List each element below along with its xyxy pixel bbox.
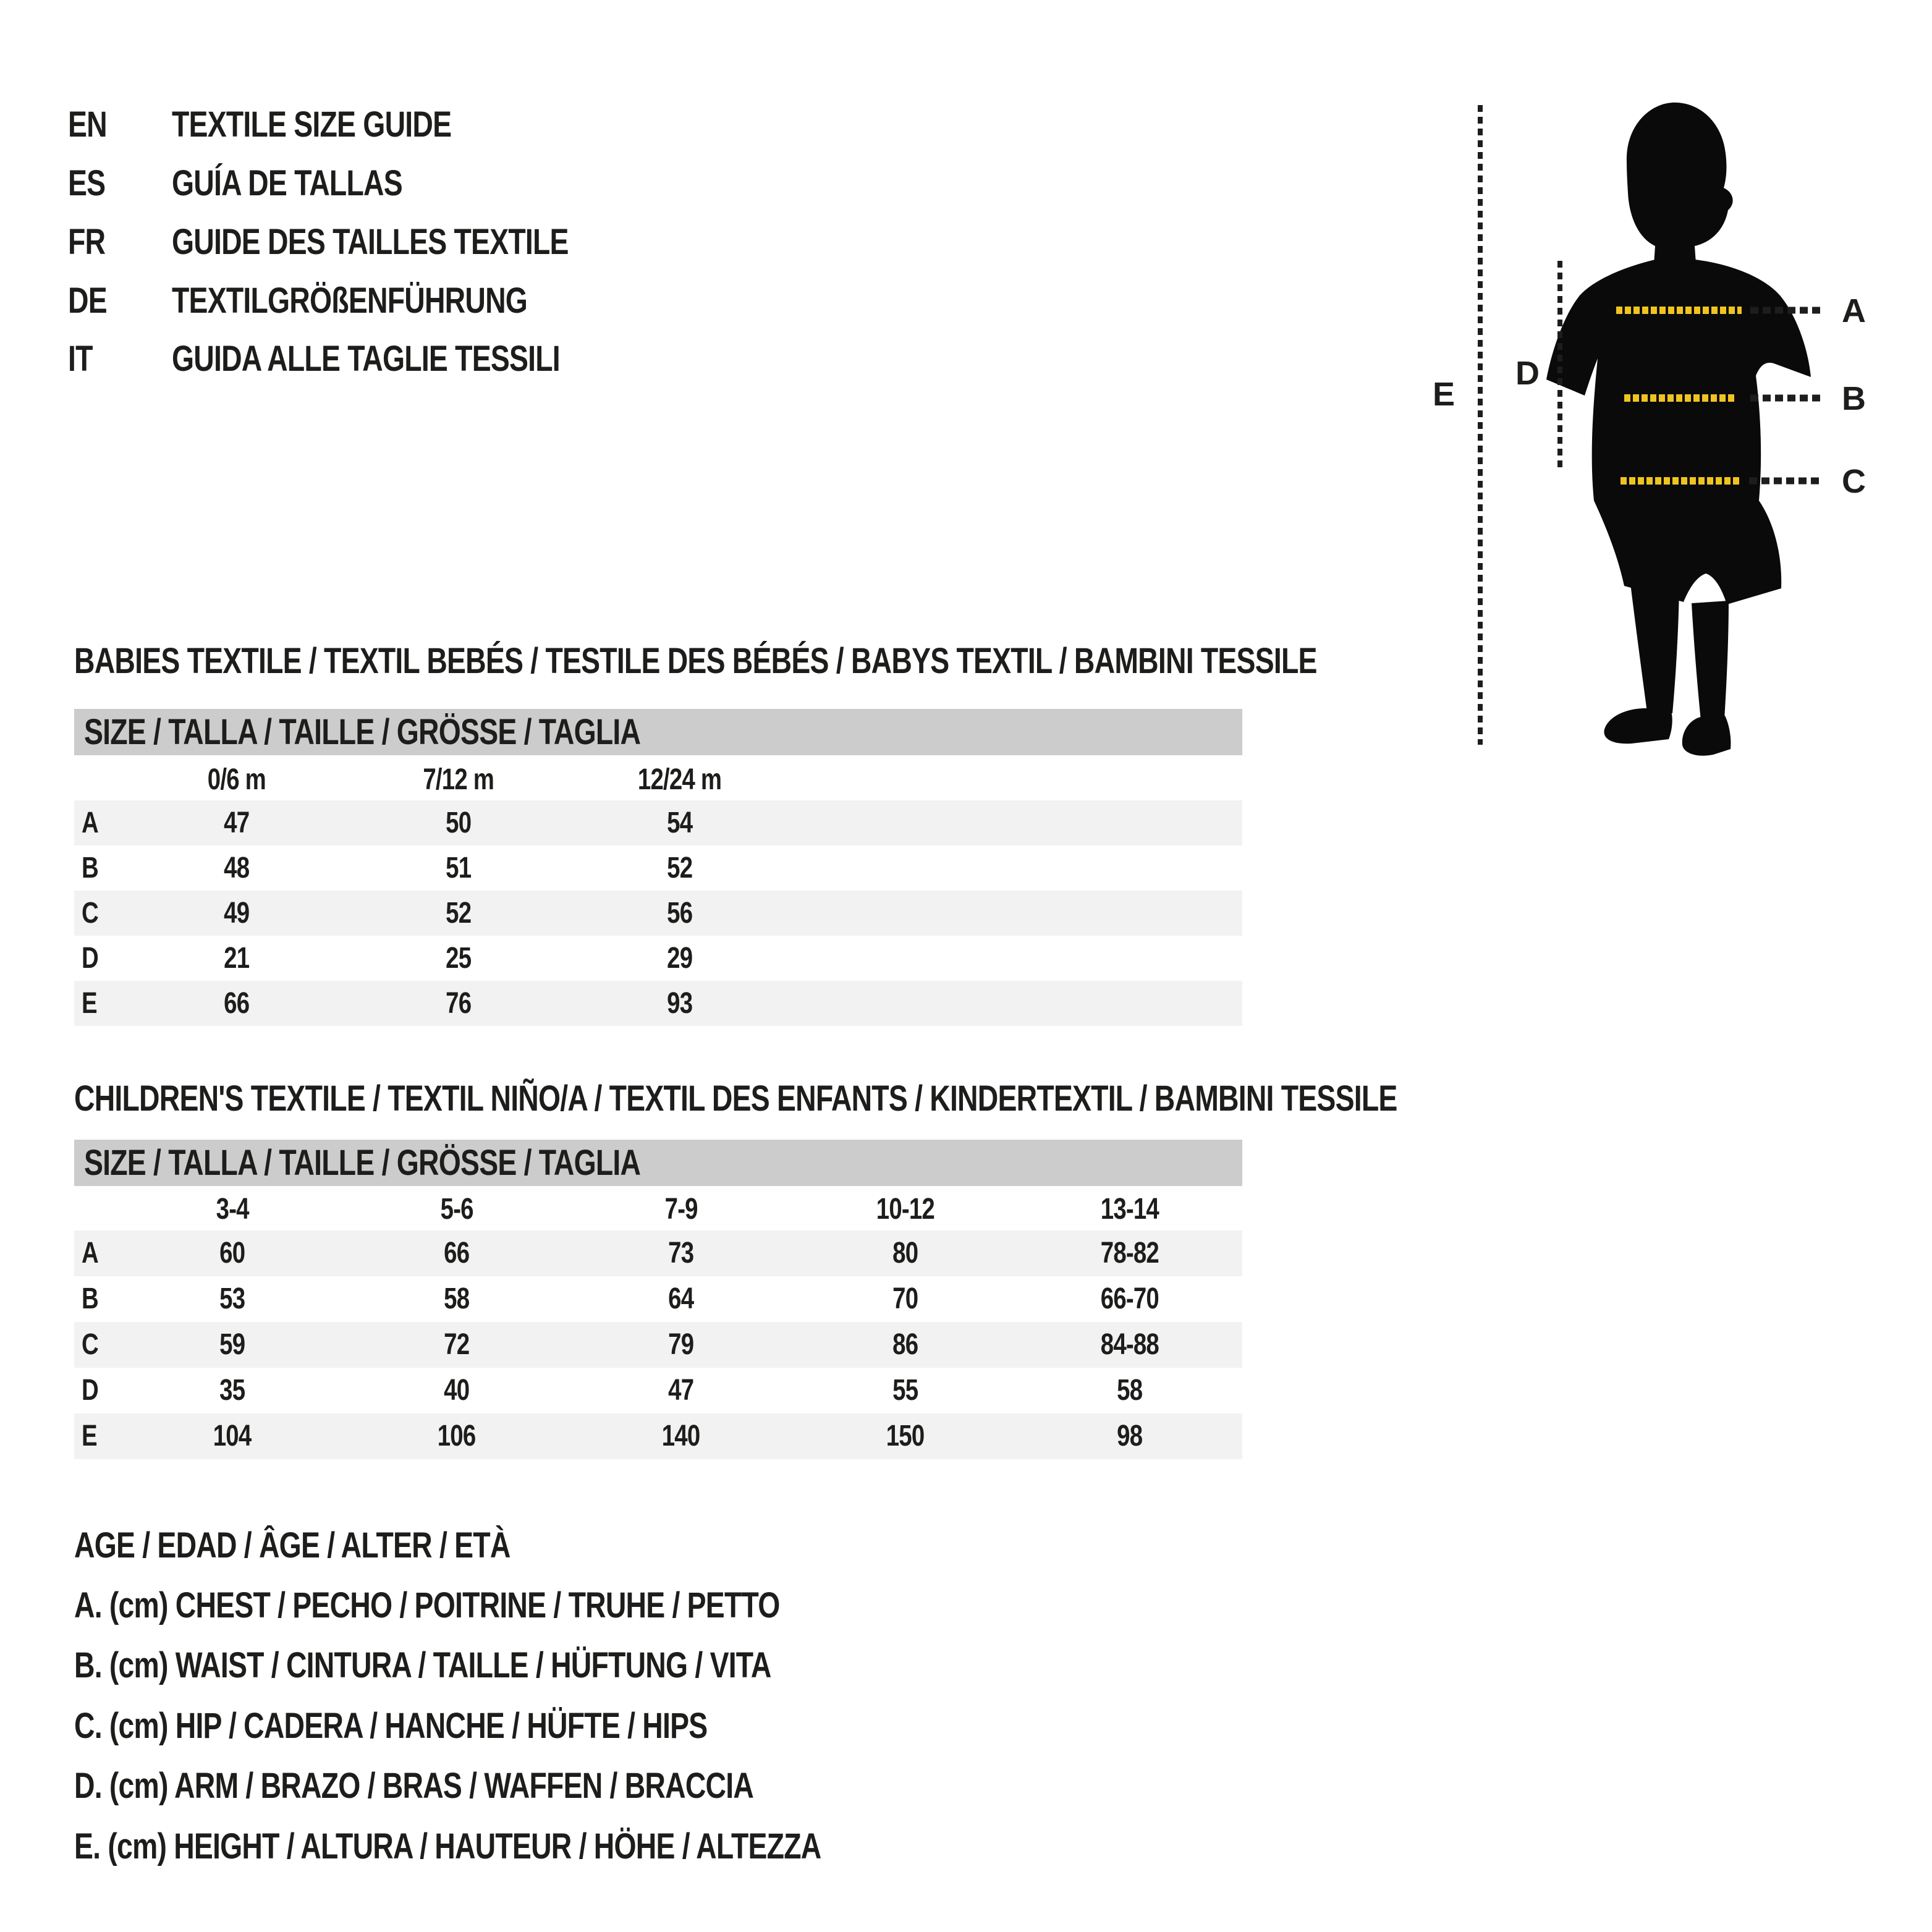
children-size-header-text: SIZE / TALLA / TAILLE / GRÖSSE / TAGLIA (84, 1143, 641, 1183)
label-hip-C: C (1842, 463, 1866, 500)
label-arm-D: D (1515, 355, 1540, 392)
children-heading-text: CHILDREN'S TEXTILE / TEXTIL NIÑO/A / TEXTIL DES ENFANTS / KINDERTEXTIL / BAMBINI TESSILE (74, 1078, 1397, 1119)
babies-heading-text: BABIES TEXTILE / TEXTIL BEBÉS / TESTILE DES BÉBÉS / BABYS TEXTIL / BAMBINI TESSILE (74, 641, 1317, 681)
row-label: B (82, 1282, 98, 1315)
table-row: B 53 58 64 70 66-70 (74, 1276, 1242, 1322)
children-column-header: 13-14 (1100, 1193, 1159, 1226)
silhouette-left-leg (1630, 583, 1679, 713)
table-row: C 59 72 79 86 84-88 (74, 1322, 1242, 1368)
legend-waist: B. (cm) WAIST / CINTURA / TAILLE / HÜFTUNG / VITA (74, 1645, 771, 1685)
row-label: D (82, 1374, 98, 1407)
language-code: ES (68, 163, 106, 203)
silhouette-right-shoe (1682, 716, 1731, 756)
legend-arm: D. (cm) ARM / BRAZO / BRAS / WAFFEN / BRACCIA (74, 1766, 754, 1806)
silhouette-shorts (1594, 501, 1781, 604)
babies-column-header: 0/6 m (207, 763, 266, 796)
row-label: C (82, 1328, 98, 1361)
language-code: EN (68, 104, 107, 145)
language-title: GUIDA ALLE TAGLIE TESSILI (172, 339, 560, 379)
row-label: E (82, 987, 97, 1020)
babies-size-header-text: SIZE / TALLA / TAILLE / GRÖSSE / TAGLIA (84, 712, 641, 752)
children-column-header: 10-12 (876, 1193, 935, 1226)
babies-column-header: 12/24 m (638, 763, 722, 796)
children-column-header: 7-9 (664, 1193, 698, 1226)
language-code: DE (68, 281, 107, 321)
legend-age: AGE / EDAD / ÂGE / ALTER / ETÀ (74, 1525, 511, 1566)
row-label: D (82, 942, 98, 975)
table-row: E 66 76 93 (74, 981, 1242, 1026)
row-label: B (82, 852, 98, 884)
table-row: D 35 40 47 55 58 (74, 1368, 1242, 1413)
table-row: E 104 106 140 150 98 (74, 1413, 1242, 1459)
children-column-header: 5-6 (440, 1193, 473, 1226)
language-title: TEXTILE SIZE GUIDE (172, 104, 452, 145)
language-code: IT (68, 339, 93, 379)
legend-height: E. (cm) HEIGHT / ALTURA / HAUTEUR / HÖHE / ALTEZZA (74, 1826, 821, 1866)
table-row: D 21 25 29 (74, 936, 1242, 981)
babies-size-header-bar (74, 709, 1242, 755)
silhouette-left-shoe (1604, 708, 1672, 744)
table-row: A 60 66 73 80 78-82 (74, 1231, 1242, 1276)
row-label: A (82, 1237, 98, 1269)
label-chest-A: A (1842, 292, 1866, 329)
silhouette-right-leg (1692, 601, 1729, 721)
table-row: C 49 52 56 (74, 891, 1242, 936)
silhouette-shirt (1546, 258, 1811, 501)
table-row: B 48 51 52 (74, 845, 1242, 891)
children-table-heading (74, 1074, 1728, 1124)
language-code: FR (68, 222, 106, 262)
row-label: A (82, 807, 98, 839)
children-size-header-bar (74, 1140, 1242, 1186)
legend-chest: A. (cm) CHEST / PECHO / POITRINE / TRUHE / PETTO (74, 1585, 780, 1625)
babies-table-heading (74, 637, 1627, 686)
children-column-header: 3-4 (216, 1193, 249, 1226)
label-height-E: E (1433, 376, 1455, 413)
row-label: C (82, 897, 98, 930)
row-label: E (82, 1420, 97, 1452)
language-title: TEXTILGRÖßENFÜHRUNG (172, 281, 528, 321)
babies-column-header: 7/12 m (423, 763, 494, 796)
silhouette-head (1627, 103, 1733, 267)
label-waist-B: B (1842, 380, 1866, 417)
language-title: GUÍA DE TALLAS (172, 163, 402, 203)
language-title: GUIDE DES TAILLES TEXTILE (172, 222, 569, 262)
legend-hip: C. (cm) HIP / CADERA / HANCHE / HÜFTE / HIPS (74, 1706, 708, 1746)
table-row: A 47 50 54 (74, 800, 1242, 845)
